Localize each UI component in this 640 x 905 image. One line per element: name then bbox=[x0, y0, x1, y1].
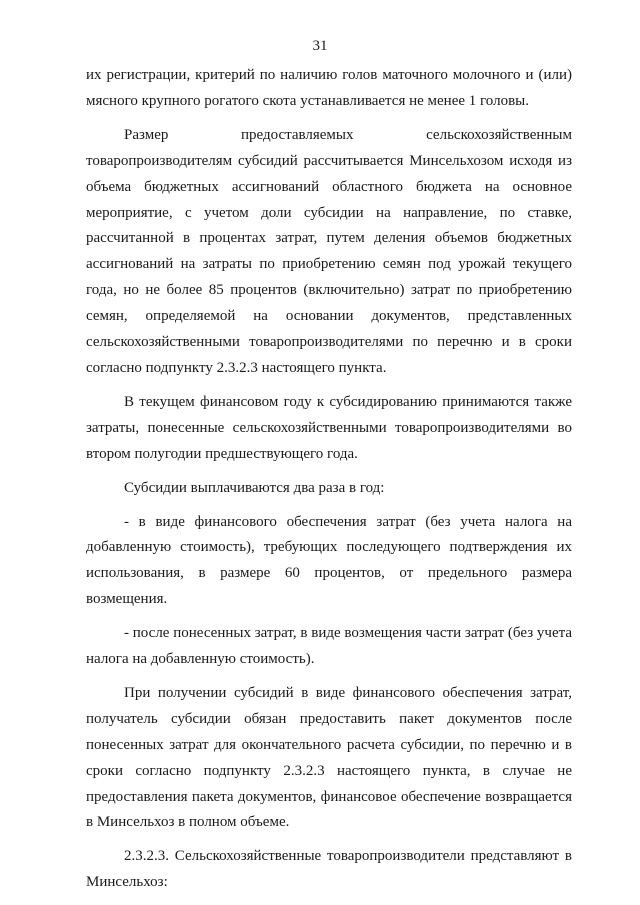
paragraph-continuation: их регистрации, критерий по наличию голов маточного молочного и (или) мясного крупного рогатого скота устанавливается не менее 1 головы. bbox=[86, 67, 572, 109]
paragraph-section-2-3-2-3: 2.3.2.3. Сельскохозяйственные товаропроизводители представляют в Минсельхоз: bbox=[86, 848, 572, 891]
paragraph-subsidy-size: Размер предоставляемых сельскохозяйственным товаропроизводителям субсидий рассчитывается Минсельхозом исходя из объема бюджетных ассигнований областного бюджета на основное мероприятие, с учетом доли субсидии на направление, по ставке, рассчитанной в процентах затрат, путем деления объемов бюджетных ассигнований на затраты по приобретению семян под урожай текущего года, но не более 85 процентов (включительно) затрат по приобретению семян, определяемой на основании документов, представленных сельскохозяйственными товаропроизводителями по перечню и в сроки согласно подпункту 2.3.2.3 настоящего пункта. bbox=[86, 126, 572, 376]
document-body bbox=[86, 63, 572, 904]
list-item-reimbursement: - после понесенных затрат, в виде возмещения части затрат (без учета налога на добавленную стоимость). bbox=[86, 625, 572, 668]
list-item-financial-support: - в виде финансового обеспечения затрат (без учета налога на добавленную стоимость), требующих последующего подтверждения их использования, в размере 60 процентов, от предельного размера возмещения. bbox=[86, 513, 572, 608]
page-number: 31 bbox=[312, 38, 328, 54]
paragraph-recipient-obligation: При получении субсидий в виде финансового обеспечения затрат, получатель субсидии обязан предоставить пакет документов после понесенных затрат для окончательного расчета субсидии, по перечню и в сроки согласно подпункту 2.3.2.3 настоящего пункта, в случае не предоставления пакета документов, финансовое обеспечение возвращается в Минсельхоз в полном объеме. bbox=[86, 684, 572, 831]
paragraph-payment-schedule: Субсидии выплачиваются два раза в год: bbox=[124, 479, 385, 496]
paragraph-current-year: В текущем финансовом году к субсидированию принимаются также затраты, понесенные сельскохозяйственными товаропроизводителями во втором полугодии предшествующего года. bbox=[86, 393, 572, 462]
